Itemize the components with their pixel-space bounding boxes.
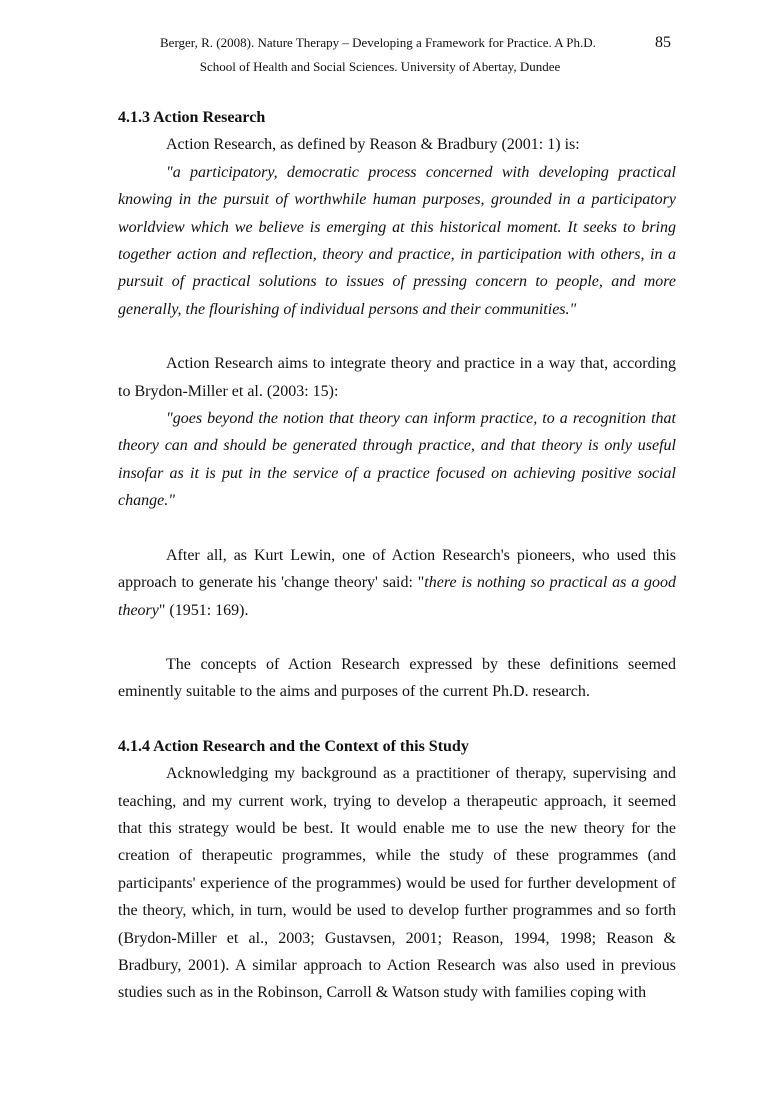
body-text (118, 104, 676, 1007)
paragraph-lewin (118, 542, 676, 624)
lewin-text-start: After all, as Kurt Lewin, one of Action Research's pioneers, who used this approach to generate his 'change theory' said: " (118, 546, 676, 592)
lewin-text-end: " (1951: 169). (158, 601, 249, 619)
paragraph-integrate-theory: Action Research aims to integrate theory and practice in a way that, according to Brydon-Miller et al. (2003: 15): (118, 355, 676, 400)
header-citation-line2: School of Health and Social Sciences. University of Abertay, Dundee (199, 59, 561, 74)
page-number: 85 (655, 34, 671, 51)
header-citation-line1: Berger, R. (2008). Nature Therapy – Developing a Framework for Practice. A Ph.D. (160, 35, 596, 50)
paragraph-intro: Action Research, as defined by Reason & Bradbury (2001: 1) is: (166, 136, 580, 154)
section-heading-4-1-4: 4.1.4 Action Research and the Context of this Study (118, 737, 469, 755)
block-quote-reason-bradbury: "a participatory, democratic process concerned with developing practical knowing in the pursuit of worthwhile human purposes, grounded in a participatory worldview which we believe is emerging at this historical moment. It seeks to bring together action and reflection, theory and practice, in participation with others, in a pursuit of practical solutions to issues of pressing concern to people, and more generally, the flourishing of individual persons and their communities." (118, 163, 676, 318)
paragraph-context: Acknowledging my background as a practitioner of therapy, supervising and teaching, and my current work, trying to develop a therapeutic approach, it seemed that this strategy would be best. It would enable me to use the new theory for the creation of therapeutic programmes, while the study of these programmes (and participants' experience of the programmes) would be used for further development of the theory, which, in turn, would be used to develop further programmes and so forth (Brydon-Miller et al., 2003; Gustavsen, 2001; Reason, 1994, 1998; Reason & Bradbury, 2001). A similar approach to Action Research was also used in previous studies such as in the Robinson, Carroll & Watson study with families coping with (118, 765, 676, 1002)
section-heading-4-1-3: 4.1.3 Action Research (118, 109, 266, 126)
paragraph-concepts: The concepts of Action Research expressed by these definitions seemed eminently suitable to the aims and purposes of the current Ph.D. research. (118, 655, 676, 701)
lewin-quote: there is nothing so practical as a good theory (118, 574, 677, 619)
block-quote-brydon-miller: "goes beyond the notion that theory can inform practice, to a recognition that theory can and should be generated through practice, and that theory is only useful insofar as it is put in the service of a practice focused on achieving positive social change." (118, 410, 676, 510)
